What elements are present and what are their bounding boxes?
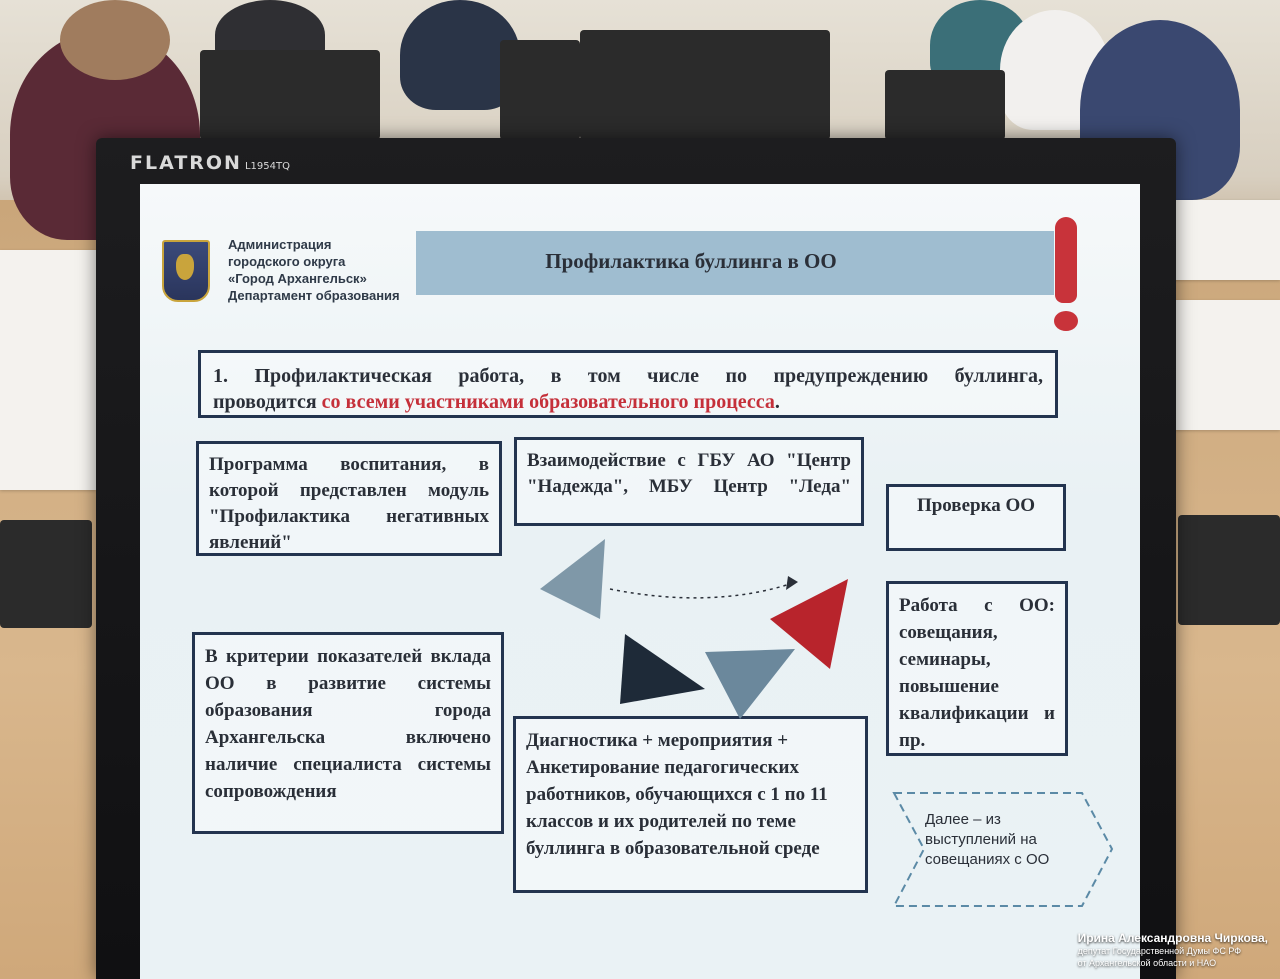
box-text: Программа воспитания, в которой представлен модуль "Профилактика негативных явлений" <box>209 454 489 553</box>
coat-of-arms-icon <box>162 240 210 302</box>
dotted-arrow-icon <box>610 584 790 598</box>
monitor-back <box>580 30 830 140</box>
box-text: Проверка ОО <box>916 495 1036 516</box>
org-line: Департамент образования <box>228 288 400 303</box>
brand-label: FLATRON <box>130 152 242 174</box>
box-text: Взаимодействие с ГБУ АО "Центр "Надежда", МБУ Центр "Леда" <box>527 450 851 497</box>
monitor <box>96 138 1176 979</box>
box-inspection <box>886 484 1066 551</box>
highlight-text: со всеми участниками образовательного процесса <box>321 391 775 413</box>
slide-title: Профилактика буллинга в ОО <box>545 249 837 273</box>
microphone-unit <box>0 520 92 628</box>
box-text: Работа с ОО: совещания, семинары, повышение квалификации и пр. <box>899 595 1055 751</box>
model-label: L1954TQ <box>244 161 290 172</box>
papers <box>1175 300 1280 430</box>
caption-line: депутат Государственной Думы ФС РФ <box>1077 946 1242 956</box>
box-text: Диагностика + мероприятия + Анкетирование педагогических работников, обучающихся с 1 по 11 классов и их родителей по теме буллинга в образовательной среде <box>526 730 828 859</box>
organization-name <box>228 236 400 304</box>
screen <box>140 184 1140 979</box>
monitor-back <box>885 70 1005 140</box>
box-diagnostics <box>513 716 868 893</box>
box-education-program <box>196 441 502 556</box>
paper-plane-icon <box>620 634 705 704</box>
caption-name: Ирина Александровна Чиркова, <box>1077 931 1268 945</box>
org-line: Администрация <box>228 237 332 252</box>
papers <box>1165 200 1280 280</box>
box-prevention-work <box>198 350 1058 418</box>
photo-caption <box>1078 931 1268 969</box>
exclamation-icon <box>1055 217 1077 303</box>
exclamation-dot-icon <box>1054 311 1078 331</box>
paper-plane-icon <box>705 649 795 719</box>
monitor-back <box>500 40 580 140</box>
microphone-unit <box>1178 515 1280 625</box>
box-text: . <box>774 391 780 413</box>
box-criteria <box>192 632 504 834</box>
title-bar <box>416 231 1054 295</box>
ribbon-text: Далее – из выступлений на совещаниях с ОО <box>925 811 1050 868</box>
box-text: В критерии показателей вклада ОО в развитие системы образования города Архангельска включено наличие специалиста системы сопровождения <box>205 646 491 802</box>
caption-line: от Архангельской области и НАО <box>1077 958 1217 968</box>
org-line: «Город Архангельск» <box>228 271 367 286</box>
paper-plane-icon <box>540 539 605 619</box>
monitor-back <box>200 50 380 140</box>
box-work-with-schools <box>886 581 1068 756</box>
monitor-brand <box>130 152 290 174</box>
arrow-head-icon <box>786 576 798 590</box>
box-text: 1. Профилактическая работа, в том числе по предупреждению буллинга, <box>213 365 1043 387</box>
paper-planes-illustration <box>530 534 850 734</box>
papers <box>0 250 96 490</box>
box-interaction <box>514 437 864 526</box>
person <box>60 0 170 80</box>
org-line: городского округа <box>228 254 346 269</box>
box-text: проводится <box>213 391 317 413</box>
